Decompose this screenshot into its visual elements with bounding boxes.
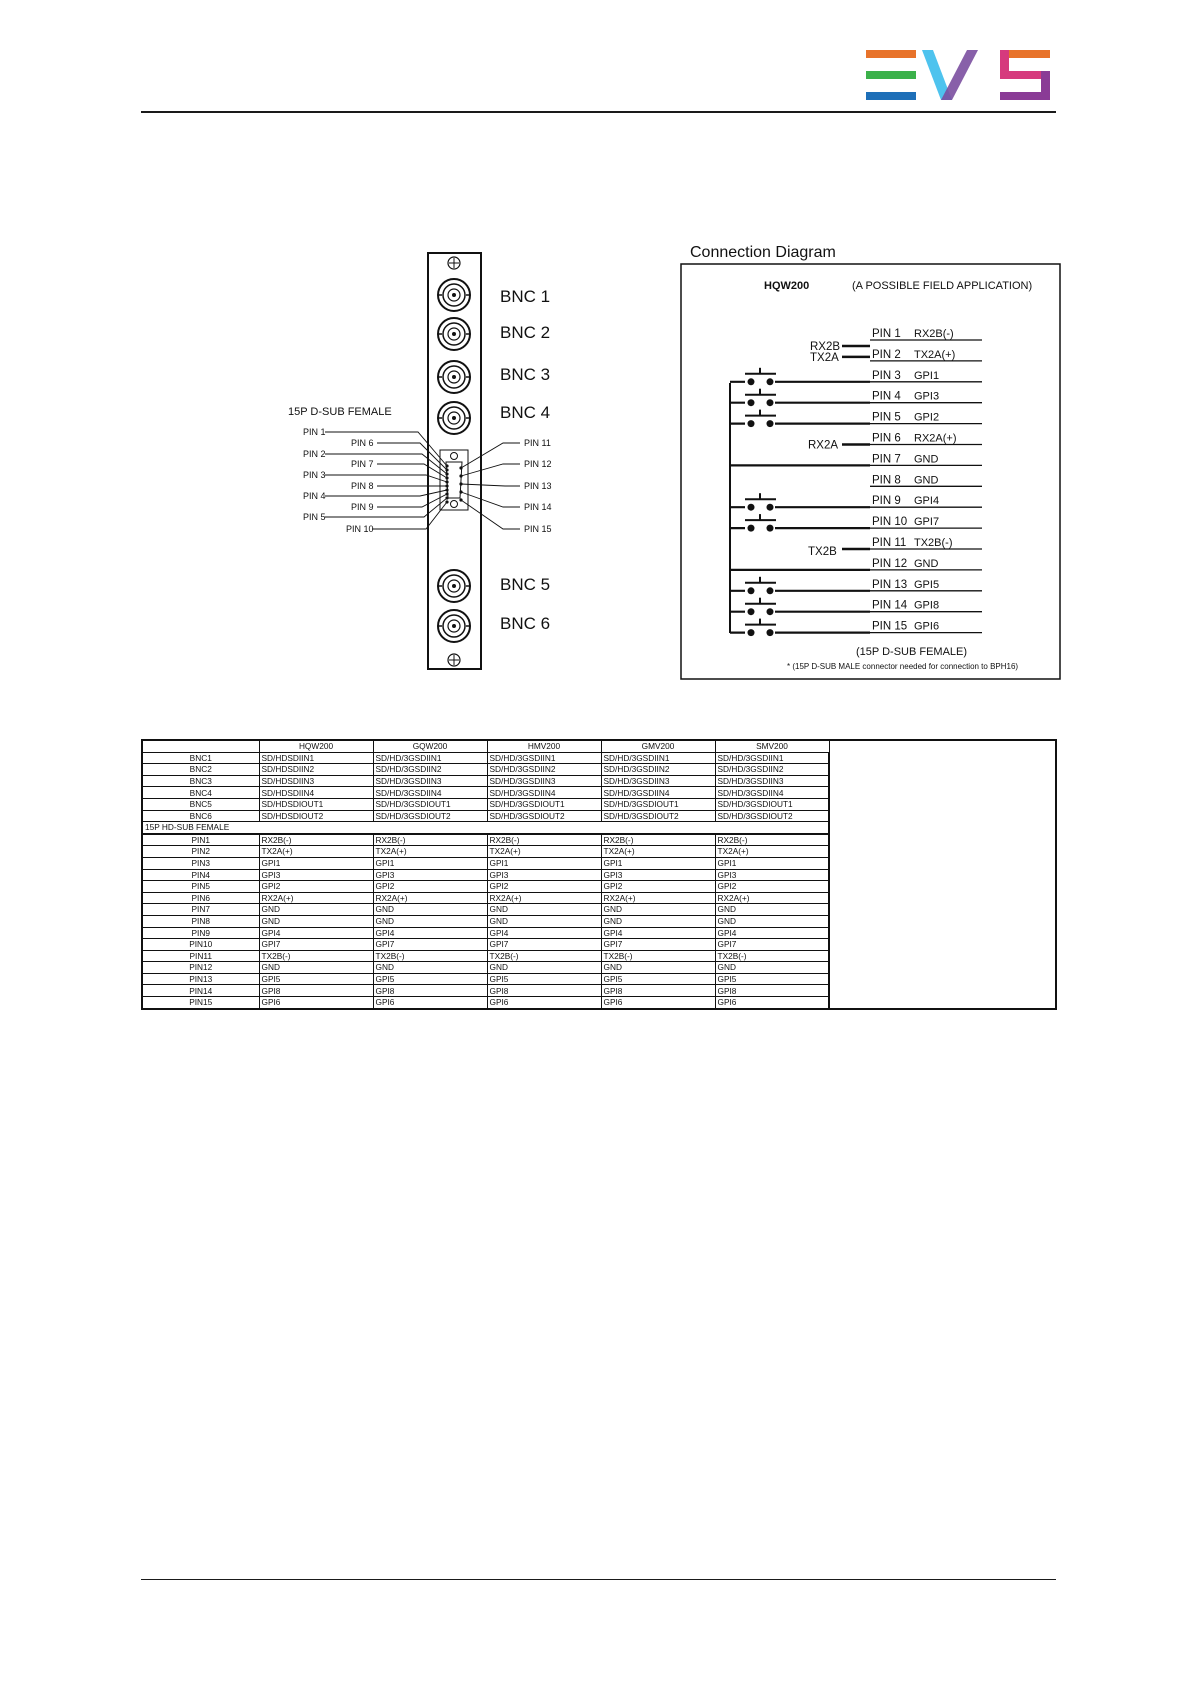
table-cell: SD/HD/3GSDIOUT2 — [373, 810, 487, 822]
bnc-label: BNC 6 — [500, 614, 551, 633]
pin-dot — [445, 500, 448, 503]
connection-diagram — [681, 244, 1060, 679]
row-label: BNC6 — [142, 810, 259, 822]
section-label: 15P HD-SUB FEMALE — [142, 822, 829, 834]
table-cell: SD/HD/3GSDIOUT2 — [715, 810, 829, 822]
table-cell: SD/HD/3GSDIOUT1 — [373, 798, 487, 810]
table-cell: SD/HDSDIOUT2 — [259, 810, 373, 822]
row-label: PIN12 — [142, 962, 259, 974]
serial-line-label: RX2B — [810, 341, 841, 353]
pin-label-right: PIN 11 — [524, 438, 551, 448]
table-cell: GPI2 — [487, 881, 601, 893]
table-cell: RX2B(-) — [715, 834, 829, 846]
table-cell: TX2A(+) — [715, 846, 829, 858]
table-cell: SD/HD/3GSDIIN4 — [373, 787, 487, 799]
pin-dot — [459, 474, 462, 477]
table-cell: TX2B(-) — [715, 950, 829, 962]
row-label: BNC2 — [142, 764, 259, 776]
cd-signal-label: RX2B(-) — [914, 328, 954, 340]
cd-signal-label: GPI7 — [914, 516, 940, 529]
bnc-label: BNC 4 — [500, 403, 551, 422]
panel-screw-bottom — [448, 654, 460, 666]
cd-pin-label: PIN 8 — [872, 474, 901, 487]
table-cell: SD/HD/3GSDIIN4 — [715, 787, 829, 799]
pin-label-left: PIN 2 — [303, 449, 326, 459]
gpi-switch-icon — [745, 598, 776, 616]
table-cell: SD/HDSDIIN3 — [259, 775, 373, 787]
table-cell: SD/HD/3GSDIIN4 — [487, 787, 601, 799]
table-cell: GND — [259, 962, 373, 974]
dsub-connector-icon — [440, 450, 468, 510]
pin-label-left: PIN 1 — [303, 427, 326, 437]
diagrams-area — [0, 0, 1191, 720]
pin-dot — [459, 498, 462, 501]
cd-signal-label: GND — [914, 557, 939, 570]
cd-pin-label: PIN 5 — [872, 411, 901, 424]
table-cell: GND — [259, 915, 373, 927]
cd-pin-label: PIN 14 — [872, 599, 908, 612]
pin-dot — [445, 468, 448, 471]
table-cell: GPI2 — [259, 881, 373, 893]
pin-leader-line — [461, 500, 520, 529]
pin-dot — [445, 476, 448, 479]
front-panel-diagram — [288, 253, 552, 669]
row-label: PIN8 — [142, 915, 259, 927]
table-cell: SD/HD/3GSDIOUT2 — [601, 810, 715, 822]
pin-label-left: PIN 8 — [351, 481, 374, 491]
row-label: PIN6 — [142, 892, 259, 904]
table-cell: SD/HD/3GSDIIN3 — [601, 775, 715, 787]
serial-line-label: TX2A — [810, 351, 839, 364]
table-cell: GPI2 — [373, 881, 487, 893]
table-cell: GPI8 — [259, 985, 373, 997]
cd-signal-label: RX2A(+) — [914, 432, 957, 445]
row-label: PIN9 — [142, 927, 259, 939]
table-cell: GPI7 — [487, 939, 601, 951]
pin-label-left: PIN 4 — [303, 491, 326, 501]
pin-label-left: PIN 10 — [346, 524, 374, 534]
bnc-connector-icon — [438, 570, 470, 602]
cd-pin-label: PIN 13 — [872, 578, 908, 591]
row-label: BNC4 — [142, 787, 259, 799]
cd-signal-label: GPI3 — [914, 390, 940, 403]
dsub-label: 15P D-SUB FEMALE — [288, 406, 392, 418]
table-cell: GPI7 — [601, 939, 715, 951]
table-cell: SD/HD/3GSDIOUT2 — [487, 810, 601, 822]
diagram-subtitle: (A POSSIBLE FIELD APPLICATION) — [852, 280, 1033, 292]
table-corner-cell — [142, 740, 259, 752]
row-label: PIN1 — [142, 834, 259, 846]
table-cell: GPI4 — [487, 927, 601, 939]
pin-label-left: PIN 7 — [351, 459, 374, 469]
pin-dot — [445, 492, 448, 495]
table-cell: TX2B(-) — [373, 950, 487, 962]
row-label: BNC5 — [142, 798, 259, 810]
bnc-connector-icon — [438, 361, 470, 393]
row-label: PIN3 — [142, 857, 259, 869]
table-cell: SD/HD/3GSDIOUT1 — [487, 798, 601, 810]
table-cell: GPI2 — [601, 881, 715, 893]
footer-rule — [141, 1579, 1056, 1580]
table-cell: RX2B(-) — [487, 834, 601, 846]
pin-leader-line — [461, 464, 520, 476]
table-cell: GPI4 — [601, 927, 715, 939]
bnc-label: BNC 5 — [500, 575, 551, 594]
table-cell: RX2A(+) — [715, 892, 829, 904]
table-cell: TX2A(+) — [487, 846, 601, 858]
panel-screw-top — [448, 257, 460, 269]
table-cell: GPI2 — [715, 881, 829, 893]
table-cell: GPI5 — [601, 973, 715, 985]
cd-pin-label: PIN 15 — [872, 620, 908, 633]
table-cell: TX2A(+) — [373, 846, 487, 858]
pin-assignment-table — [141, 739, 1057, 1010]
cd-signal-label: TX2B(-) — [914, 537, 953, 549]
header-blank-cell — [829, 740, 1056, 752]
table-cell: GPI3 — [601, 869, 715, 881]
row-label: PIN13 — [142, 973, 259, 985]
table-cell: GPI5 — [373, 973, 487, 985]
row-label: PIN5 — [142, 881, 259, 893]
column-header: GQW200 — [373, 740, 487, 752]
table-cell: GPI1 — [373, 857, 487, 869]
cd-pin-label: PIN 7 — [872, 453, 901, 466]
table-cell: GND — [715, 915, 829, 927]
table-cell: SD/HD/3GSDIIN2 — [373, 764, 487, 776]
row-label: PIN2 — [142, 846, 259, 858]
table-cell: GPI1 — [601, 857, 715, 869]
table-cell: GPI4 — [715, 927, 829, 939]
row-label: BNC3 — [142, 775, 259, 787]
column-header: HQW200 — [259, 740, 373, 752]
pin-leader-line — [372, 502, 447, 529]
cd-signal-label: GPI4 — [914, 495, 940, 508]
table-cell: GPI6 — [487, 997, 601, 1009]
table-cell: GND — [373, 904, 487, 916]
table-cell: SD/HD/3GSDIIN1 — [373, 752, 487, 764]
table-cell: GPI6 — [373, 997, 487, 1009]
bnc-connector-icon — [438, 610, 470, 642]
table-cell: GPI3 — [259, 869, 373, 881]
table-row — [142, 752, 1056, 764]
row-label: PIN11 — [142, 950, 259, 962]
table-cell: SD/HD/3GSDIIN2 — [715, 764, 829, 776]
table-cell: SD/HD/3GSDIIN1 — [715, 752, 829, 764]
gpi-switch-icon — [745, 389, 776, 407]
pin-dot — [459, 466, 462, 469]
pin-label-left: PIN 5 — [303, 512, 326, 522]
table-cell: SD/HD/3GSDIIN2 — [487, 764, 601, 776]
table-cell: RX2A(+) — [373, 892, 487, 904]
table-cell: SD/HD/3GSDIOUT1 — [715, 798, 829, 810]
table-cell: GPI1 — [715, 857, 829, 869]
table-cell: GPI3 — [373, 869, 487, 881]
cd-pin-label: PIN 3 — [872, 369, 901, 382]
table-cell: SD/HD/3GSDIIN3 — [715, 775, 829, 787]
row-label: PIN14 — [142, 985, 259, 997]
table-cell: GPI1 — [487, 857, 601, 869]
table-cell: SD/HDSDIOUT1 — [259, 798, 373, 810]
pin-label-right: PIN 13 — [524, 481, 552, 491]
table-cell: GPI6 — [715, 997, 829, 1009]
column-header: HMV200 — [487, 740, 601, 752]
cd-signal-label: GPI5 — [914, 578, 940, 591]
table-cell: SD/HDSDIIN4 — [259, 787, 373, 799]
table-cell: GPI7 — [715, 939, 829, 951]
table-cell: GPI5 — [259, 973, 373, 985]
table-cell: TX2B(-) — [487, 950, 601, 962]
bnc-label: BNC 2 — [500, 323, 551, 342]
row-label: BNC1 — [142, 752, 259, 764]
serial-line-label: RX2A — [808, 439, 839, 452]
row-label: PIN15 — [142, 997, 259, 1009]
table-cell: SD/HD/3GSDIIN1 — [487, 752, 601, 764]
pin-dot — [445, 464, 448, 467]
connection-diagram-title: Connection Diagram — [690, 244, 836, 261]
cd-pin-label: PIN 2 — [872, 348, 901, 361]
table-cell: SD/HD/3GSDIIN3 — [373, 775, 487, 787]
table-cell: GPI4 — [373, 927, 487, 939]
table-cell: GND — [373, 915, 487, 927]
table-cell: SD/HD/3GSDIIN1 — [601, 752, 715, 764]
table-cell: SD/HDSDIIN2 — [259, 764, 373, 776]
cd-pin-label: PIN 1 — [872, 328, 901, 340]
table-header-row — [142, 740, 1056, 752]
row-label: PIN4 — [142, 869, 259, 881]
pin-dot — [459, 490, 462, 493]
table-cell: GND — [601, 915, 715, 927]
cd-pin-label: PIN 12 — [872, 557, 908, 570]
table-cell: GND — [259, 904, 373, 916]
pin-label-right: PIN 12 — [524, 459, 552, 469]
cd-signal-label: TX2A(+) — [914, 348, 956, 361]
table-cell: GPI8 — [715, 985, 829, 997]
pin-label-left: PIN 6 — [351, 438, 374, 448]
table-cell: GND — [487, 962, 601, 974]
table-cell: TX2A(+) — [259, 846, 373, 858]
table-cell: GND — [715, 904, 829, 916]
row-label: PIN10 — [142, 939, 259, 951]
pin-label-left: PIN 9 — [351, 502, 374, 512]
table-cell: GND — [601, 904, 715, 916]
table-cell: GPI3 — [715, 869, 829, 881]
table-cell: SD/HD/3GSDIIN4 — [601, 787, 715, 799]
table-cell: RX2A(+) — [487, 892, 601, 904]
pin-label-right: PIN 14 — [524, 502, 552, 512]
table-cell: RX2B(-) — [259, 834, 373, 846]
table-cell: GND — [373, 962, 487, 974]
cd-signal-label: GND — [914, 474, 939, 487]
gpi-switch-icon — [745, 368, 776, 386]
table-cell: GND — [601, 962, 715, 974]
cd-signal-label: GPI6 — [914, 620, 940, 633]
column-header: SMV200 — [715, 740, 829, 752]
table-cell: SD/HD/3GSDIIN2 — [601, 764, 715, 776]
table-cell: RX2A(+) — [601, 892, 715, 904]
cd-pin-label: PIN 9 — [872, 495, 901, 508]
pin-dot — [459, 482, 462, 485]
pin-dot — [445, 484, 448, 487]
table-cell: SD/HD/3GSDIIN3 — [487, 775, 601, 787]
footnote: * (15P D-SUB MALE connector needed for connection to BPH16) — [787, 662, 1019, 671]
table-cell: GPI7 — [373, 939, 487, 951]
cd-signal-label: GPI2 — [914, 411, 940, 424]
table-cell: GPI4 — [259, 927, 373, 939]
table-cell: GND — [715, 962, 829, 974]
cd-pin-label: PIN 6 — [872, 432, 901, 445]
table-cell: GND — [487, 904, 601, 916]
gpi-switch-icon — [745, 577, 776, 595]
pin-leader-line — [461, 492, 520, 507]
pin-dot — [445, 472, 448, 475]
table-cell: GPI6 — [601, 997, 715, 1009]
gpi-switch-icon — [745, 493, 776, 511]
table-cell: SD/HD/3GSDIOUT1 — [601, 798, 715, 810]
cd-pin-label: PIN 10 — [872, 516, 908, 529]
table-cell: GND — [487, 915, 601, 927]
connection-diagram-box — [681, 264, 1060, 679]
pin-dot — [445, 496, 448, 499]
cd-signal-label: GPI8 — [914, 599, 940, 612]
table-cell: RX2B(-) — [601, 834, 715, 846]
table-cell: RX2B(-) — [373, 834, 487, 846]
bnc-label: BNC 1 — [500, 287, 551, 306]
column-header: GMV200 — [601, 740, 715, 752]
pin-label-right: PIN 15 — [524, 524, 552, 534]
blank-area — [829, 752, 1056, 1009]
device-label: HQW200 — [764, 280, 810, 292]
table-cell: SD/HDSDIIN1 — [259, 752, 373, 764]
connector-label: (15P D-SUB FEMALE) — [856, 646, 968, 658]
table-cell: GPI7 — [259, 939, 373, 951]
table-cell: GPI8 — [601, 985, 715, 997]
pin-dot — [445, 480, 448, 483]
table-cell: GPI1 — [259, 857, 373, 869]
table-cell: TX2B(-) — [601, 950, 715, 962]
bnc-label: BNC 3 — [500, 365, 551, 384]
table-cell: TX2B(-) — [259, 950, 373, 962]
bnc-connector-icon — [438, 402, 470, 434]
table-cell: GPI6 — [259, 997, 373, 1009]
table-cell: GPI5 — [715, 973, 829, 985]
cd-pin-label: PIN 4 — [872, 390, 901, 403]
bnc-connector-icon — [438, 318, 470, 350]
table-cell: RX2A(+) — [259, 892, 373, 904]
cd-pin-label: PIN 11 — [872, 537, 907, 549]
table-cell: GPI8 — [487, 985, 601, 997]
gpi-switch-icon — [745, 619, 776, 637]
serial-line-label: TX2B — [808, 546, 837, 558]
pin-leader-line — [461, 484, 520, 486]
table-cell: GPI5 — [487, 973, 601, 985]
cd-signal-label: GND — [914, 453, 939, 466]
table-cell: GPI8 — [373, 985, 487, 997]
pin-label-left: PIN 3 — [303, 470, 326, 480]
row-label: PIN7 — [142, 904, 259, 916]
bnc-connector-icon — [438, 279, 470, 311]
table-cell: GPI3 — [487, 869, 601, 881]
table-cell: TX2A(+) — [601, 846, 715, 858]
cd-signal-label: GPI1 — [914, 369, 940, 382]
gpi-switch-icon — [745, 514, 776, 532]
gpi-switch-icon — [745, 410, 776, 428]
pin-dot — [445, 488, 448, 491]
